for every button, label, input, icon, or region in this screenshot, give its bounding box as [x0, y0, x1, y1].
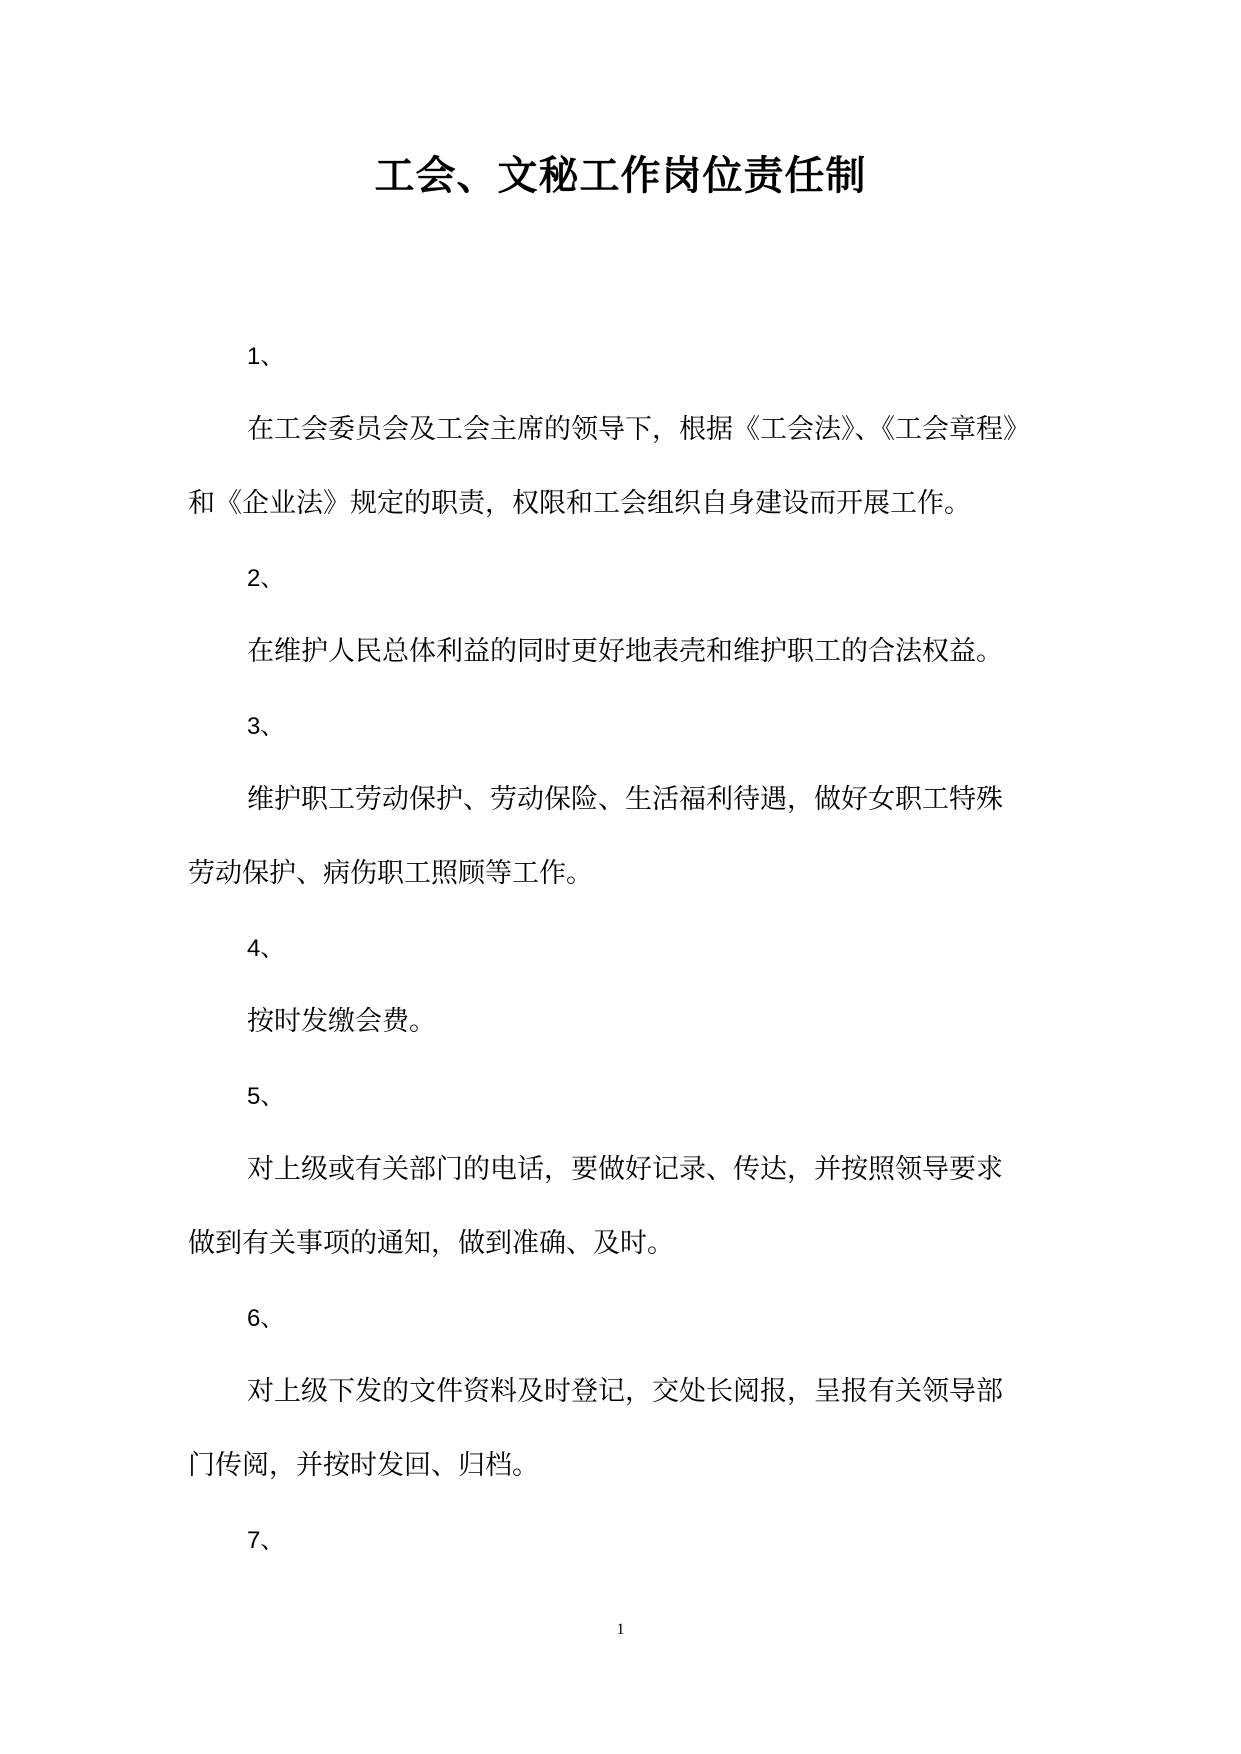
paragraph-line: 对上级或有关部门的电话，要做好记录、传达，并按照领导要求 — [247, 1154, 1003, 1185]
item-number: 5、 — [247, 1083, 285, 1110]
item-number: 3、 — [247, 713, 285, 740]
item-5-number-line — [188, 1074, 1068, 1148]
paragraph-line: 按时发缴会费。 — [247, 1006, 436, 1037]
paragraph-line: 对上级下发的文件资料及时登记，交处长阅报，呈报有关领导部 — [247, 1376, 1003, 1407]
item-4-number-line — [188, 926, 1068, 1000]
item-6-number-line — [188, 1296, 1068, 1370]
item-1-number-line — [188, 334, 1068, 408]
paragraph-line: 和《企业法》规定的职责，权限和工会组织自身建设而开展工作。 — [188, 488, 971, 519]
item-number: 2、 — [247, 565, 285, 592]
paragraph-line: 在工会委员会及工会主席的领导下，根据《工会法》、《工会章程》 — [247, 414, 1030, 445]
item-2-number-line — [188, 556, 1068, 630]
paragraph-line: 维护职工劳动保护、劳动保险、生活福利待遇，做好女职工特殊 — [247, 784, 1003, 815]
paragraph-line: 劳动保护、病伤职工照顾等工作。 — [188, 858, 593, 889]
paragraph-line: 门传阅，并按时发回、归档。 — [188, 1450, 539, 1481]
item-7-number-line — [188, 1518, 1068, 1592]
item-3-number-line — [188, 704, 1068, 778]
item-number: 7、 — [247, 1527, 285, 1554]
page-number: 1 — [616, 1621, 625, 1638]
item-number: 4、 — [247, 935, 285, 962]
item-number: 1、 — [247, 343, 285, 370]
document-body — [188, 334, 1068, 1592]
paragraph-line: 做到有关事项的通知，做到准确、及时。 — [188, 1228, 674, 1259]
item-number: 6、 — [247, 1305, 285, 1332]
document-title: 工会、文秘工作岗位责任制 — [374, 152, 867, 199]
paragraph-line: 在维护人民总体利益的同时更好地表壳和维护职工的合法权益。 — [247, 636, 1003, 667]
